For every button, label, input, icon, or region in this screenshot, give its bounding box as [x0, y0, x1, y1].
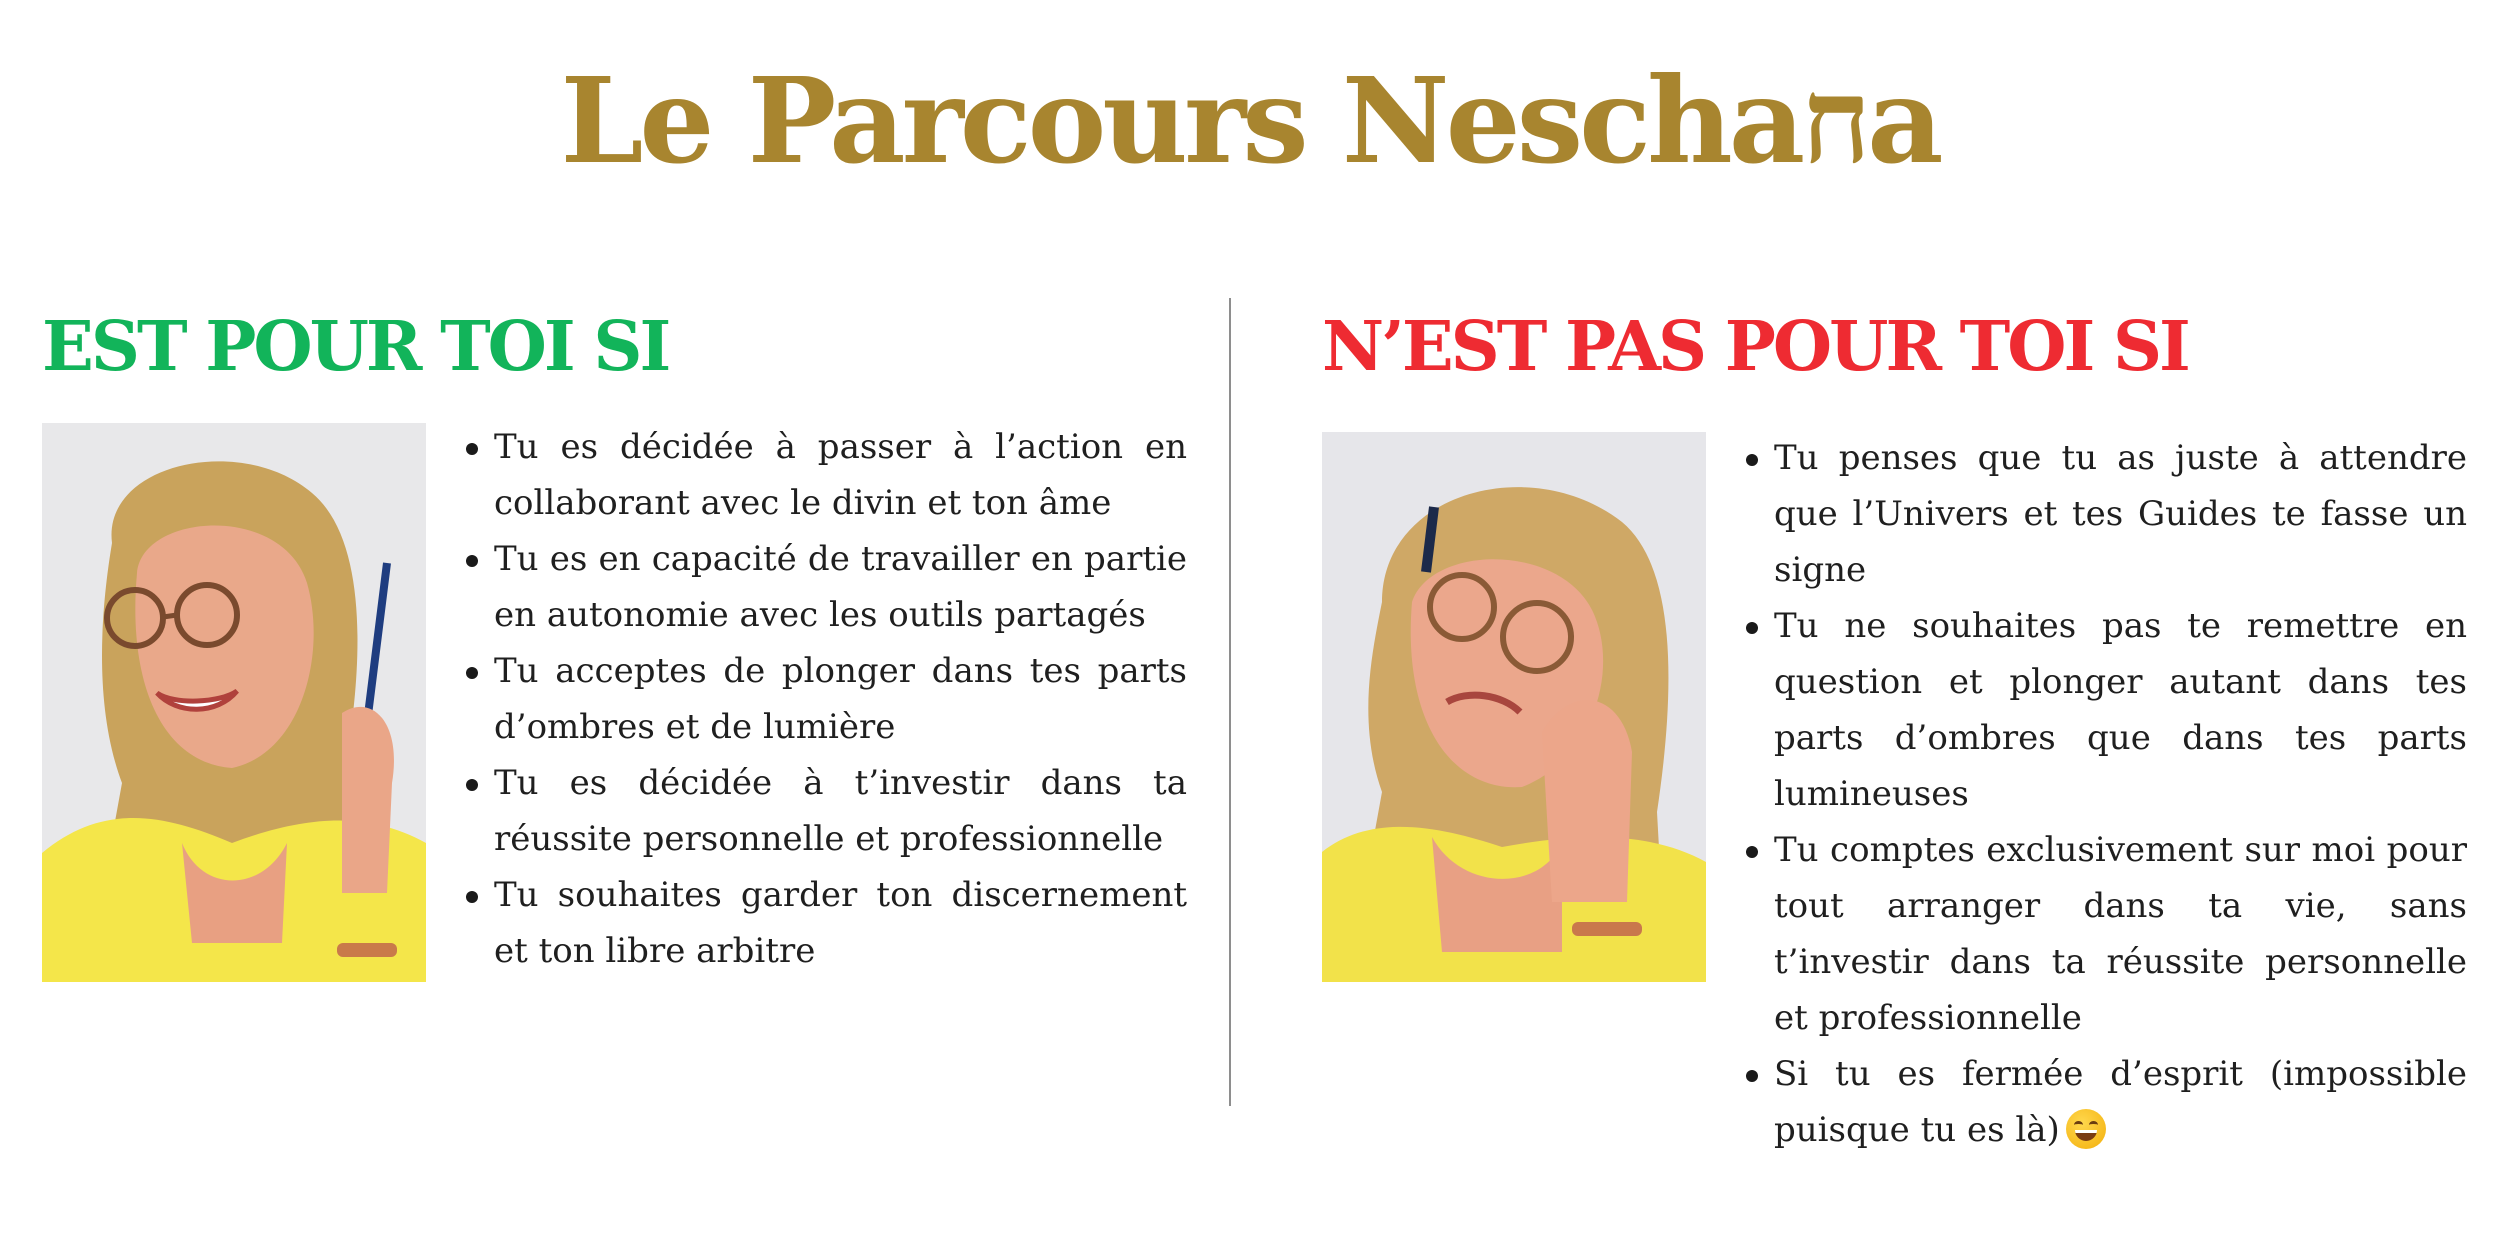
grinning-face-emoji-icon	[2066, 1109, 2106, 1149]
list-item: Tu es en capacité de travailler en partie en autonomie avec les outils partagés	[462, 531, 1187, 643]
list-item-text: Si tu es fermée d’esprit (impossible puisque tu es là)	[1774, 1054, 2467, 1150]
list-item: Tu souhaites garder ton discernement et ton libre arbitre	[462, 867, 1187, 979]
list-item: Tu acceptes de plonger dans tes parts d’ombres et de lumière	[462, 643, 1187, 755]
page-title: Le Parcours Neschaחa	[560, 51, 1940, 190]
heading-est-pour-toi-si: EST POUR TOI SI	[42, 307, 669, 387]
photo-smiling-woman	[42, 423, 426, 982]
list-item: Tu es décidée à t’investir dans ta réussite personnelle et professionnelle	[462, 755, 1187, 867]
list-item: Tu ne souhaites pas te remettre en question et plonger autant dans tes parts d’ombres que dans tes parts lumineuses	[1742, 598, 2467, 822]
list-item	[1742, 1046, 2467, 1158]
bullet-list-est-pour-toi-si	[462, 419, 1187, 979]
list-item: Tu es décidée à passer à l’action en collaborant avec le divin et ton âme	[462, 419, 1187, 531]
heading-nest-pas-pour-toi-si: N’EST PAS POUR TOI SI	[1322, 307, 2188, 387]
bullet-list-nest-pas-pour-toi-si	[1742, 430, 2467, 1158]
list-item: Tu comptes exclusivement sur moi pour tout arranger dans ta vie, sans t’investir dans ta réussite personnelle et professionnelle	[1742, 822, 2467, 1046]
list-item: Tu penses que tu as juste à attendre que l’Univers et tes Guides te fasse un signe	[1742, 430, 2467, 598]
column-divider	[1229, 298, 1231, 1106]
photo-pouting-woman	[1322, 432, 1706, 982]
